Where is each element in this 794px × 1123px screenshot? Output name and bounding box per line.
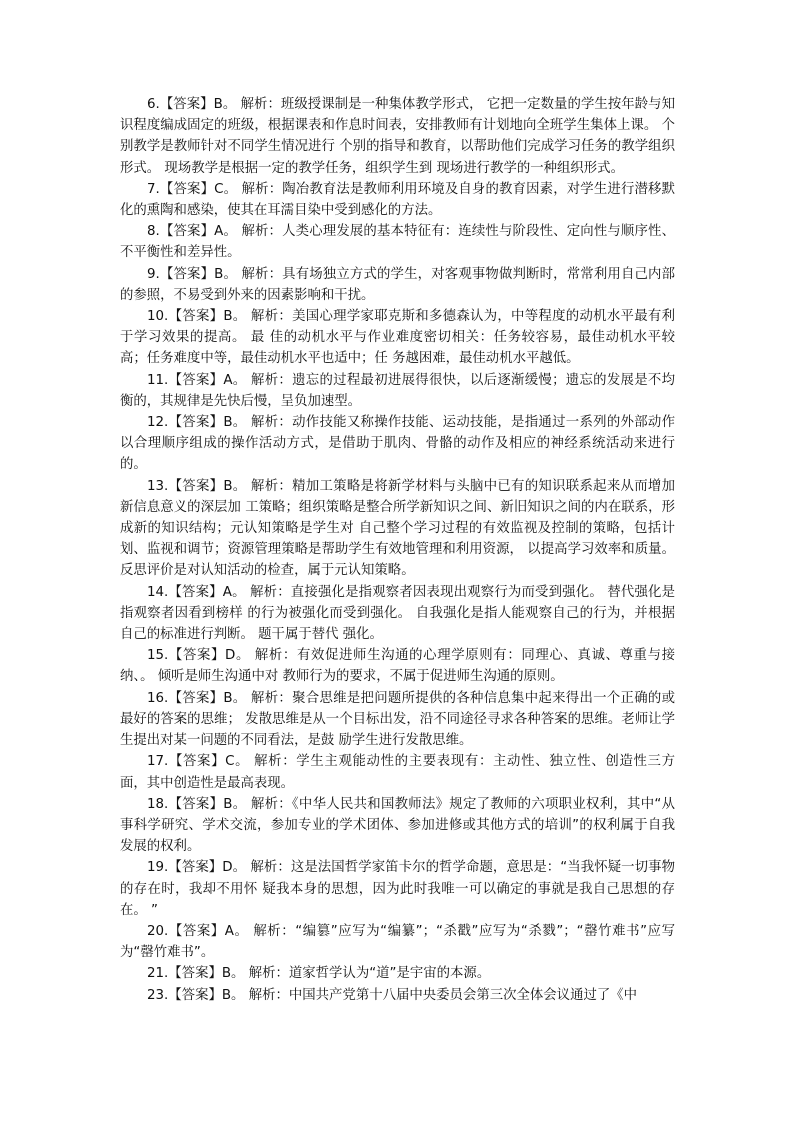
answer-item-19: 19.【答案】D。 解析：这是法国哲学家笛卡尔的哲学命题，意思是：“当我怀疑一切事物的存在时，我却不用怀 疑我本身的思想，因为此时我唯一可以确定的事就是我自己思想的存在。 ” [120,860,675,918]
answer-item-11: 11.【答案】A。 解析：遗忘的过程最初进展得很快，以后逐渐缓慢；遗忘的发展是不均衡的，其规律是先快后慢，呈负加速型。 [120,372,675,409]
answer-item-6: 6.【答案】B。 解析：班级授课制是一种集体教学形式， 它把一定数量的学生按年龄与知识程度编成固定的班级，根据课表和作息时间表，安排教师有计划地向全班学生集体上课。 个别教学是教师针对不同学生情况进行 个别的指导和教育，以帮助他们完成学习任务的教学组织形式。 现场教学是根据一定的教学任务，组织学生到 现场进行教学的一种组织形式。 [120,97,675,176]
answer-item-7: 7.【答案】C。 解析：陶冶教育法是教师利用环境及自身的教育因素，对学生进行潜移默化的熏陶和感染，使其在耳濡目染中受到感化的方法。 [120,181,675,219]
answer-item-21: 21.【答案】B。 解析：道家哲学认为“道”是宇宙的本源。 [147,966,491,982]
answer-item-18: 18.【答案】B。 解析：《中华人民共和国教师法》规定了教师的六项职业权利，其中“从事科学研究、学术交流，参加专业的学术团体、参加进修或其他方式的培训”的权利属于自我发展的权利。 [120,796,675,855]
answer-item-9: 9.【答案】B。 解析：具有场独立方式的学生，对客观事物做判断时，常常利用自己内部的参照，不易受到外来的因素影响和干扰。 [120,266,675,303]
answer-item-12: 12.【答案】B。 解析：动作技能又称操作技能、运动技能，是指通过一系列的外部动作以合理顺序组成的操作活动方式，是借助于肌肉、骨骼的动作及相应的神经系统活动来进行的。 [120,415,675,473]
answer-item-20: 20.【答案】A。 解析：“编篡”应写为“编纂”；“杀戳”应写为“杀戮”；“罄竹难书”应写为“罄竹难书”。 [120,923,675,961]
answer-item-10: 10.【答案】B。 解析：美国心理学家耶克斯和多德森认为，中等程度的动机水平最有利于学习效果的提高。 最 佳的动机水平与作业难度密切相关：任务较容易，最佳动机水平较高；任务难度中等，最佳动机水平也适中；任 务越困难，最佳动机水平越低。 [120,309,675,367]
answer-item-8: 8.【答案】A。 解析：人类心理发展的基本特征有：连续性与阶段性、定向性与顺序性、不平衡性和差异性。 [120,224,675,261]
answer-item-23: 23.【答案】B。 解析：中国共产党第十八届中央委员会第三次全体会议通过了《中 [147,987,638,1003]
answer-item-14: 14.【答案】A。 解析：直接强化是指观察者因表现出观察行为而受到强化。 替代强化是指观察者因看到榜样 的行为被强化而受到强化。 自我强化是指人能观察自己的行为，并根据自己的标准进行判断。 题干属于替代 强化。 [120,584,675,643]
answer-item-15: 15.【答案】D。 解析：有效促进师生沟通的心理学原则有：同理心、真诚、尊重与接纳、。 倾听是师生沟通中对 教师行为的要求，不属于促进师生沟通的原则。 [120,648,675,685]
answer-item-13: 13.【答案】B。 解析：精加工策略是将新学材料与头脑中已有的知识联系起来从而增加新信息意义的深层加 工策略；组织策略是整合所学新知识之间、新旧知识之间的内在联系，形成新的知识结构；元认知策略是学生对 自己整个学习过程的有效监视及控制的策略，包括计划、监视和调节；资源管理策略是帮助学生有效地管理和利用资源， 以提高学习效率和质量。 反思评价是对认知活动的检查，属于元认知策略。 [120,478,675,579]
answer-item-16: 16.【答案】B。 解析：聚合思维是把问题所提供的各种信息集中起来得出一个正确的或最好的答案的思维； 发散思维是从一个目标出发，沿不同途径寻求各种答案的思维。老师让学生提出对某一问题的不同看法，是鼓 励学生进行发散思维。 [120,690,675,749]
answer-item-17: 17.【答案】C。 解析：学生主观能动性的主要表现有：主动性、独立性、创造性三方面，其中创造性是最高表现。 [120,754,675,791]
answer-explanations [120,94,675,1006]
